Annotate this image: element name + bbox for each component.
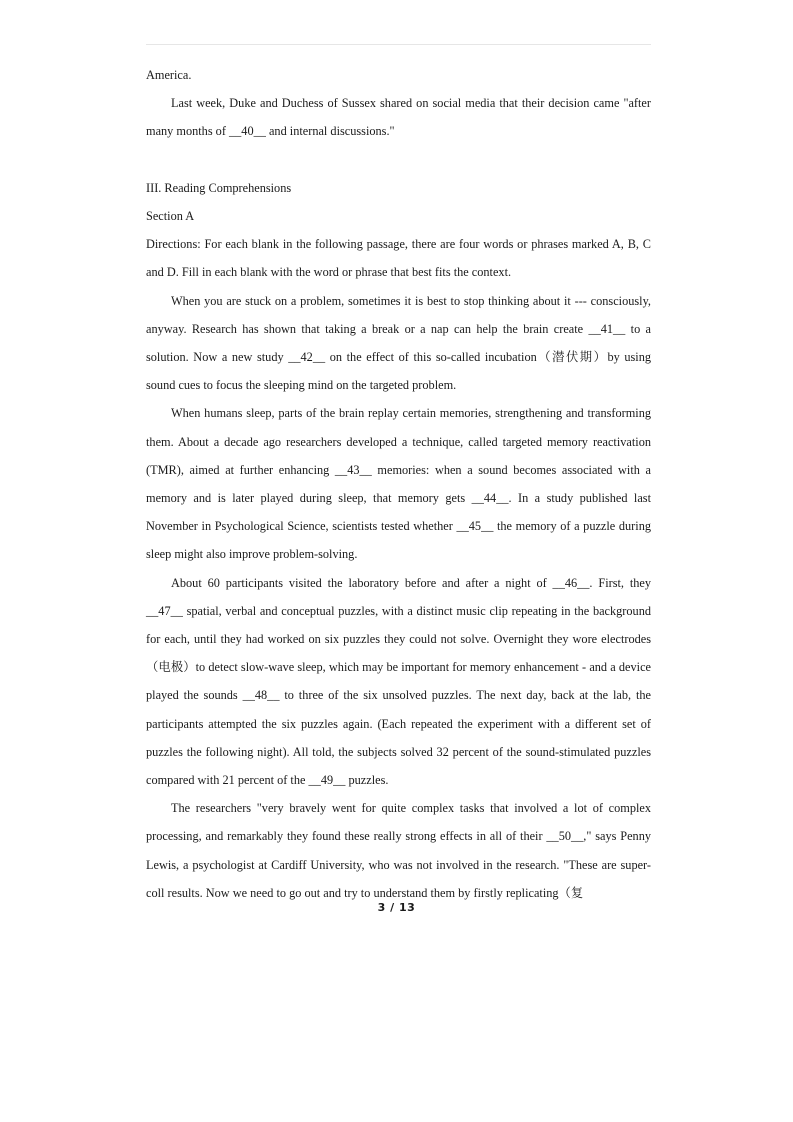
document-body [146,61,651,907]
header-rule [146,44,651,45]
paragraph-sussex: Last week, Duke and Duchess of Sussex shared on social media that their decision came "after many months of __40__ and internal discussions." [146,96,651,139]
directions: Directions: For each blank in the following passage, there are four words or phrases marked A, B, C and D. Fill in each blank with the word or phrase that best fits the context. [146,237,651,280]
passage-paragraph-3: About 60 participants visited the laboratory before and after a night of __46__. First, they __47__ spatial, verbal and conceptual puzzles, with a distinct music clip repeating in the background for each, until they had worked on six puzzles they could not solve. Overnight they wore electrodes（电极）to detect slow-wave sleep, which may be important for memory enhancement - and a device played the sounds __48__ to three of the six unsolved puzzles. The next day, back at the lab, the participants attempted the six puzzles again. (Each repeated the experiment with a different set of puzzles the following night). All told, the subjects solved 32 percent of the sound-stimulated puzzles compared with 21 percent of the __49__ puzzles. [146,575,651,788]
blank-line [146,146,651,174]
passage-paragraph-2: When humans sleep, parts of the brain replay certain memories, strengthening and transforming them. About a decade ago researchers developed a technique, called targeted memory reactivation (TMR), aimed at further enhancing __43__ memories: when a sound becomes associated with a memory and is later played during sleep, that memory gets __44__. In a study published last November in Psychological Science, scientists tested whether __45__ the memory of a puzzle during sleep might also improve problem-solving. [146,406,651,562]
section-subheading: Section A [146,209,195,223]
passage-paragraph-4: The researchers "very bravely went for quite complex tasks that involved a lot of complex processing, and remarkably they found these really strong effects in all of their __50__," says Penny Lewis, a psychologist at Cardiff University, who was not involved in the research. "These are super-coll results. Now we need to go out and try to understand them by firstly replicating（复 [146,801,651,900]
page-number: 3 / 13 [377,901,416,914]
paragraph-fragment: America. [146,68,192,82]
section-heading: III. Reading Comprehensions [146,180,292,195]
passage-paragraph-1: When you are stuck on a problem, sometimes it is best to stop thinking about it --- consciously, anyway. Research has shown that taking a break or a nap can help the brain create __41__ to a solution. Now a new study __42__ on the effect of this so-called incubation（潜伏期）by using sound cues to focus the sleeping mind on the targeted problem. [146,293,651,393]
